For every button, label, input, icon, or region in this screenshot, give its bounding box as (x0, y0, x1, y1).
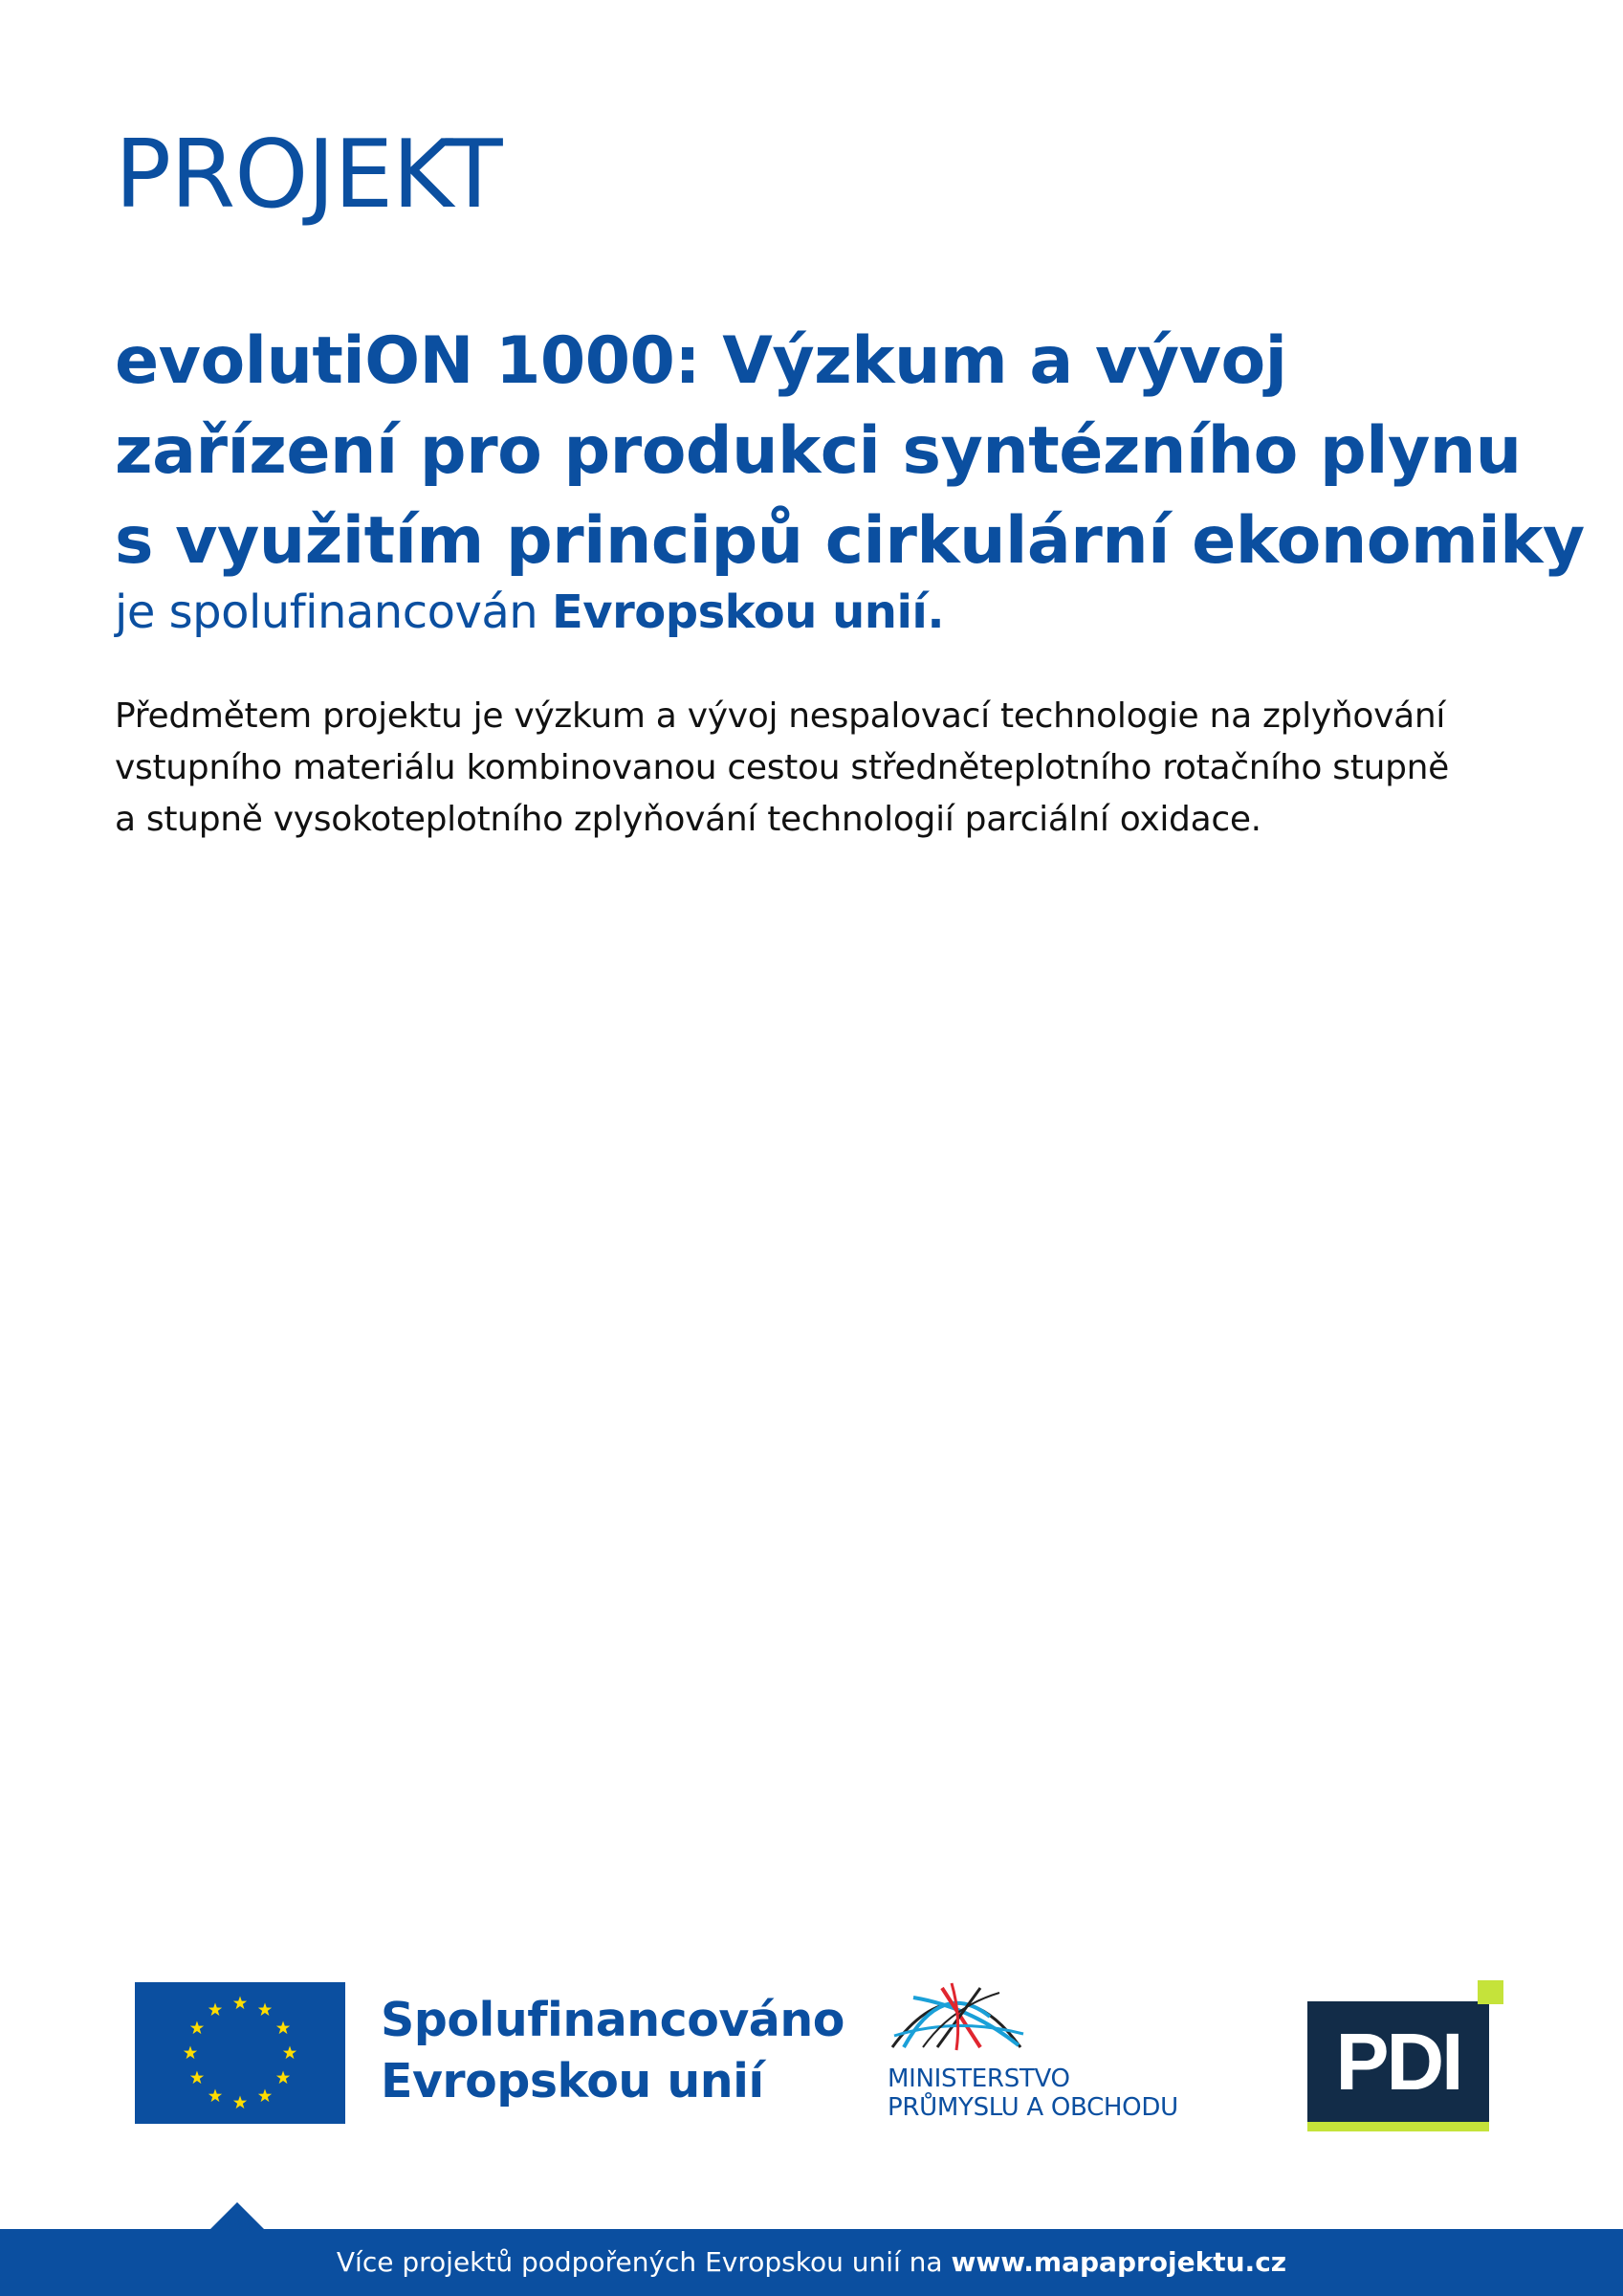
footer-text (0, 2229, 1623, 2296)
description-line: a stupně vysokoteplotního zplyňování technologií parciální oxidace. (115, 800, 1261, 839)
funding-prefix: je spolufinancován (115, 585, 552, 639)
eu-star (233, 2096, 247, 2109)
pdi-logo (1307, 1980, 1503, 2133)
eu-star (258, 2002, 272, 2016)
description-line: Předmětem projektu je výzkum a vývoj nespalovací technologie na zplyňování (115, 696, 1446, 736)
mpo-label-line: MINISTERSTVO (888, 2064, 1070, 2093)
eu-label-line: Evropskou unií (381, 2054, 764, 2108)
eu-label-line: Spolufinancováno (381, 1993, 844, 2047)
eu-flag-logo (135, 1982, 345, 2124)
page-kicker: PROJEKT (115, 121, 502, 230)
project-title-line: evolutiON 1000: Výzkum a vývoj (115, 322, 1287, 399)
footer-link[interactable]: www.mapaprojektu.cz (951, 2246, 1287, 2278)
mpo-label (888, 2064, 1178, 2122)
footer-notch (210, 2202, 264, 2229)
footer-prefix: Více projektů podpořených Evropskou unií na (336, 2246, 952, 2278)
partner-logos (0, 1971, 1623, 2143)
eu-star (208, 2089, 222, 2103)
project-description (115, 691, 1549, 846)
project-title-line: zařízení pro produkci syntézního plynu (115, 412, 1522, 489)
eu-star (233, 1997, 247, 2010)
eu-star (184, 2046, 197, 2060)
footer-bar (0, 2229, 1623, 2296)
eu-star (258, 2089, 272, 2103)
project-title (115, 317, 1585, 586)
funding-statement (115, 585, 944, 639)
pdi-logo-text: PDI (1335, 2017, 1461, 2107)
eu-stars-icon (135, 1982, 345, 2124)
project-title-line: s využitím principů cirkulární ekonomiky (115, 502, 1585, 579)
eu-star (208, 2002, 222, 2016)
eu-star (276, 2071, 290, 2085)
funding-emphasis: Evropskou unií. (551, 585, 945, 639)
eu-star (190, 2071, 204, 2085)
eu-star (276, 2021, 290, 2035)
eu-cofinanced-label (381, 1990, 844, 2112)
mpo-label-line: PRŮMYSLU A OBCHODU (888, 2093, 1178, 2122)
mpo-globe-logo (885, 1978, 1028, 2055)
eu-star (190, 2021, 204, 2035)
eu-star (283, 2046, 296, 2060)
description-line: vstupního materiálu kombinovanou cestou středněteplotního rotačního stupně (115, 748, 1450, 787)
pdi-accent-bar (1307, 2122, 1489, 2131)
